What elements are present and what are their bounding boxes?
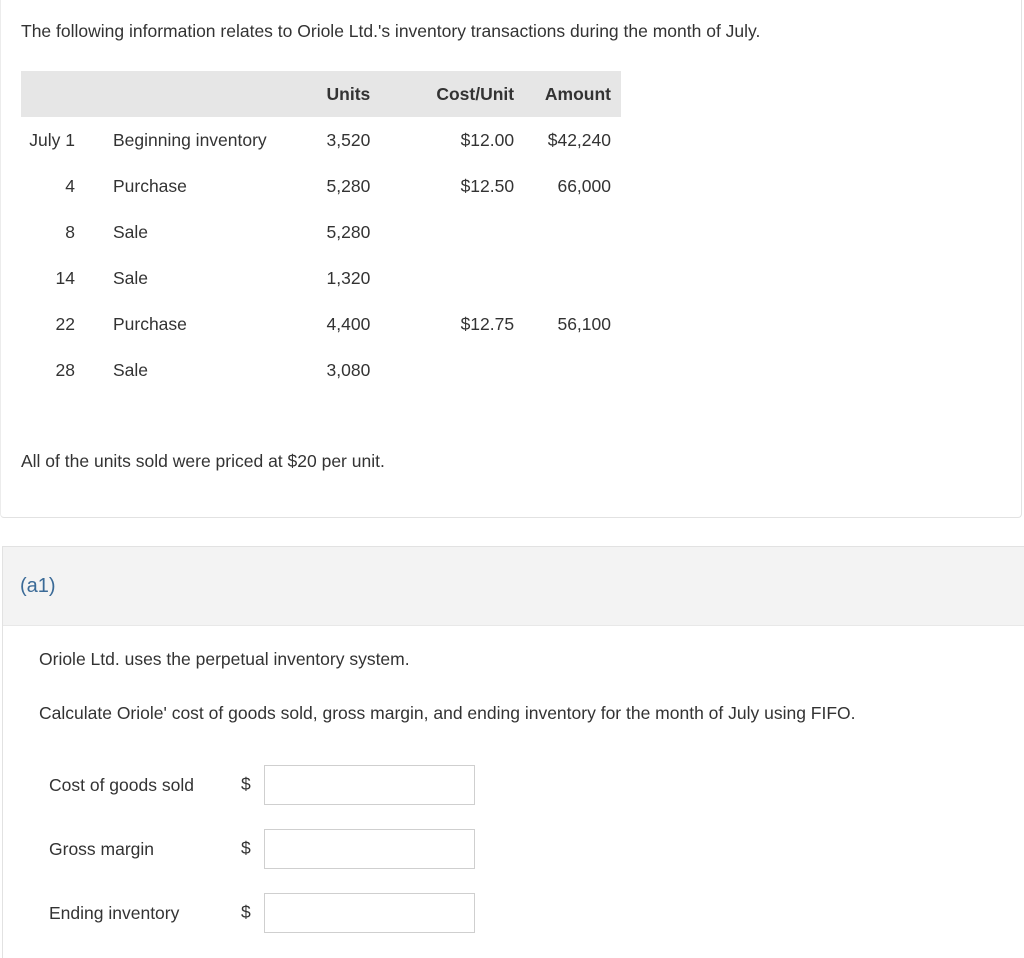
row-cost: $12.00: [460, 129, 515, 150]
row-units: 3,080: [326, 359, 371, 380]
intro-text: The following information relates to Oriole Ltd.'s inventory transactions during the month of July.: [21, 21, 761, 41]
row-cost: [399, 347, 514, 393]
header-cost-unit: Cost/Unit: [436, 83, 515, 104]
header-amount: Amount: [544, 83, 611, 104]
row-description: Beginning inventory: [112, 129, 267, 150]
cogs-label: Cost of goods sold: [49, 775, 194, 795]
row-amount: $42,240: [547, 129, 611, 150]
dollar-sign: $: [241, 902, 251, 922]
table-row: [21, 209, 621, 255]
row-description: Sale: [112, 267, 148, 288]
table-row: [21, 255, 621, 301]
row-units: 5,280: [326, 221, 371, 242]
cogs-input[interactable]: [264, 765, 475, 805]
table-row: [21, 117, 621, 163]
cogs-row: [49, 765, 479, 805]
row-units: 3,520: [326, 129, 371, 150]
part-instruction-2: Calculate Oriole' cost of goods sold, gross margin, and ending inventory for the month of July using FIFO.: [39, 703, 856, 723]
gross-margin-input[interactable]: [264, 829, 475, 869]
ending-inventory-row: [49, 893, 479, 933]
pricing-note: All of the units sold were priced at $20 per unit.: [21, 451, 385, 471]
row-cost: $12.50: [460, 175, 515, 196]
part-a1-header: [3, 547, 1024, 626]
row-day: 14: [55, 267, 75, 288]
dollar-sign: $: [241, 774, 251, 794]
row-day: 8: [65, 221, 75, 242]
gross-margin-label: Gross margin: [49, 839, 155, 859]
table-row: [21, 347, 621, 393]
table-row: [21, 163, 621, 209]
row-description: Purchase: [112, 313, 187, 334]
part-instruction-1: Oriole Ltd. uses the perpetual inventory system.: [39, 649, 410, 669]
row-amount: 66,000: [557, 175, 611, 196]
row-amount: [514, 255, 621, 301]
row-cost: [399, 255, 514, 301]
part-label: (a1): [20, 575, 56, 597]
row-description: Sale: [112, 221, 148, 242]
row-day: 4: [65, 175, 75, 196]
table-header-row: [21, 71, 621, 117]
row-amount: [514, 209, 621, 255]
row-amount: 56,100: [557, 313, 611, 334]
row-units: 1,320: [326, 267, 371, 288]
part-a1-section: [2, 546, 1024, 958]
header-units: Units: [326, 83, 371, 104]
ending-inventory-input[interactable]: [264, 893, 475, 933]
row-day: July 1: [29, 129, 75, 150]
row-day: 22: [55, 313, 75, 334]
row-cost: $12.75: [460, 313, 515, 334]
row-units: 4,400: [326, 313, 371, 334]
inventory-table: [21, 71, 621, 393]
gross-margin-row: [49, 829, 479, 869]
row-cost: [399, 209, 514, 255]
row-day: 28: [55, 359, 75, 380]
header-day: [21, 71, 75, 117]
dollar-sign: $: [241, 838, 251, 858]
row-amount: [514, 347, 621, 393]
row-description: Sale: [112, 359, 148, 380]
row-units: 5,280: [326, 175, 371, 196]
row-description: Purchase: [112, 175, 187, 196]
table-row: [21, 301, 621, 347]
ending-inventory-label: Ending inventory: [49, 903, 180, 923]
header-description: [75, 71, 318, 117]
